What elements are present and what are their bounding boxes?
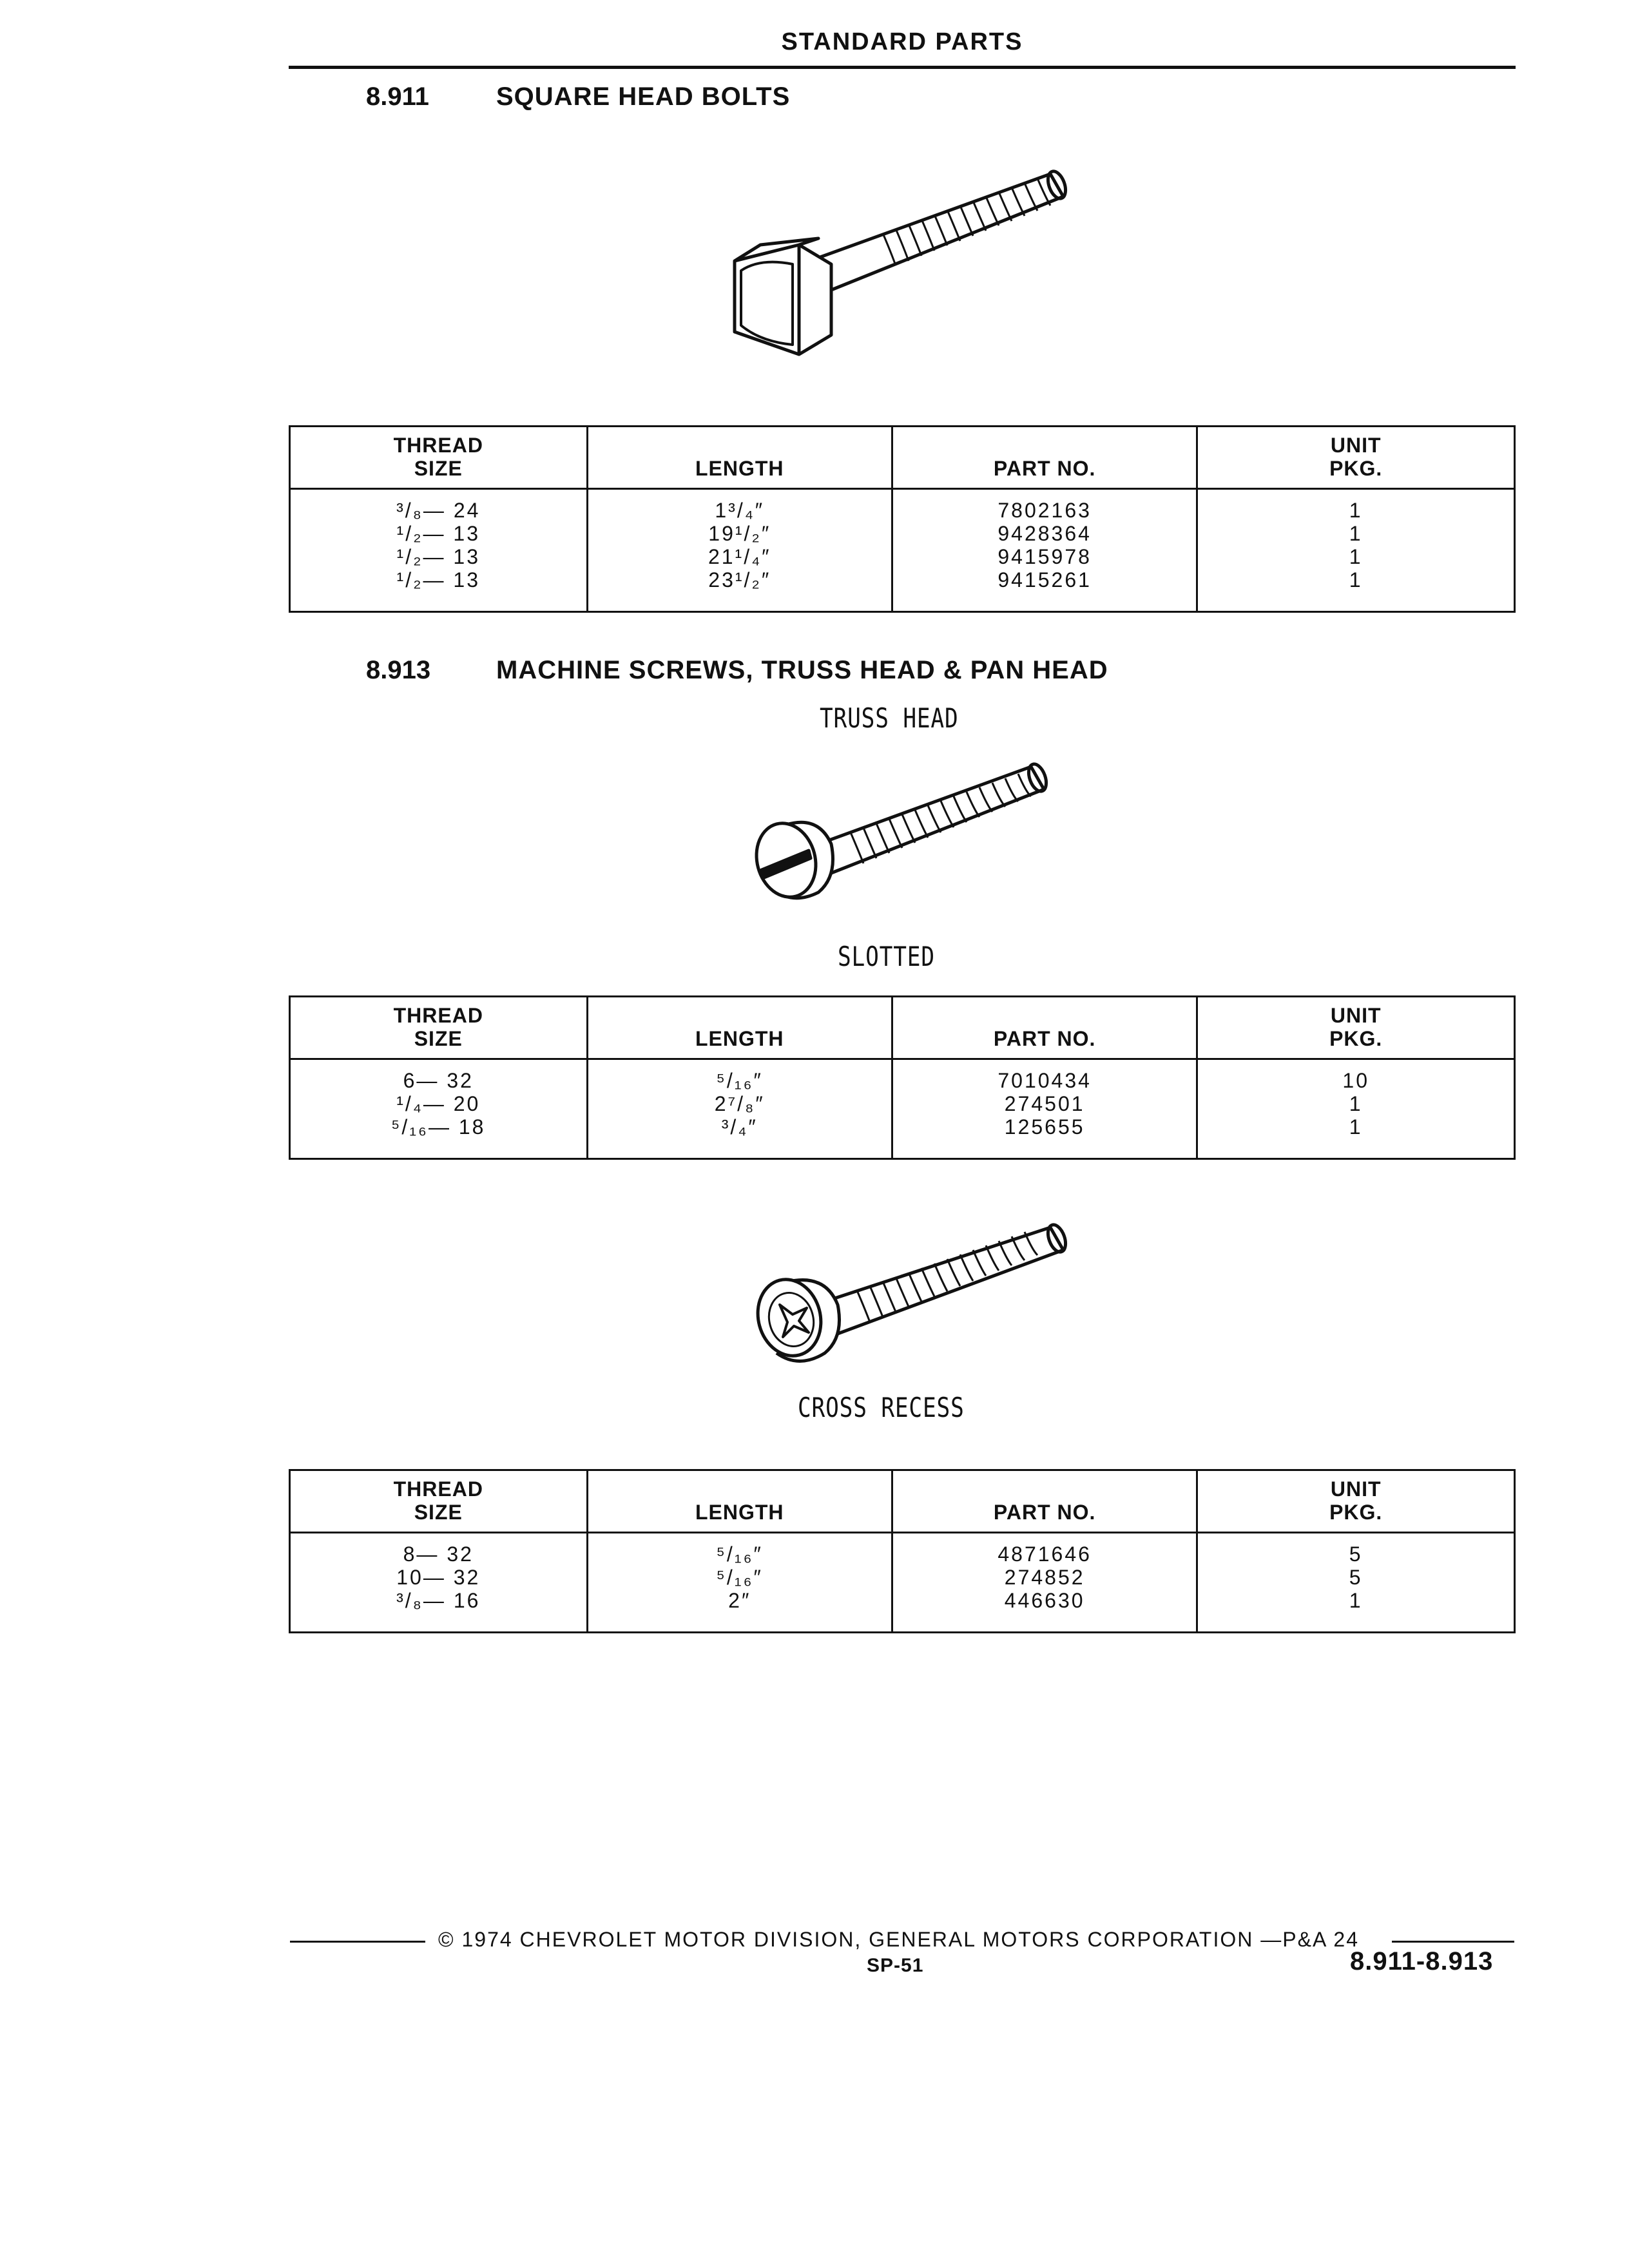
table-row (290, 568, 1515, 591)
square-head-bolt-illustration (722, 161, 1083, 367)
truss-head-caption: TRUSS HEAD (820, 702, 959, 734)
length-cell: 2″ (587, 1589, 892, 1612)
section-title: SQUARE HEAD BOLTS (496, 82, 791, 111)
part-no-cell: 9415978 (892, 545, 1197, 568)
length-cell: ⁵/₁₆″ (587, 1566, 892, 1589)
thread-size-cell: ¹/₂— 13 (290, 522, 588, 545)
part-no-cell: 274501 (892, 1092, 1197, 1115)
cross-recess-caption: CROSS RECESS (798, 1392, 965, 1423)
col-unit-pkg: UNIT PKG. (1197, 997, 1515, 1059)
footer-rule-left (290, 1941, 425, 1943)
length-cell: ⁵/₁₆″ (587, 1533, 892, 1566)
table-header-row (290, 997, 1515, 1059)
col-part-no: PART NO. (892, 1470, 1197, 1533)
section-title: MACHINE SCREWS, TRUSS HEAD & PAN HEAD (496, 656, 1108, 684)
thread-size-cell: ¹/₂— 13 (290, 545, 588, 568)
length-cell: ³/₄″ (587, 1115, 892, 1139)
section-number: 8.913 (366, 656, 431, 684)
table-bottom-row (290, 1612, 1515, 1633)
page-code: SP-51 (867, 1955, 924, 1976)
page-header: STANDARD PARTS (781, 28, 1023, 55)
col-thread-size: THREAD SIZE (290, 1470, 588, 1533)
part-no-cell: 446630 (892, 1589, 1197, 1612)
unit-pkg-cell: 1 (1197, 522, 1515, 545)
part-no-cell: 9428364 (892, 522, 1197, 545)
length-cell: 1³/₄″ (587, 489, 892, 523)
unit-pkg-cell: 1 (1197, 1589, 1515, 1612)
thread-size-cell: 6— 32 (290, 1059, 588, 1093)
col-length: LENGTH (587, 427, 892, 489)
col-part-no: PART NO. (892, 427, 1197, 489)
part-no-cell: 4871646 (892, 1533, 1197, 1566)
section-range: 8.911-8.913 (1350, 1947, 1494, 1975)
part-no-cell: 9415261 (892, 568, 1197, 591)
thread-size-cell: ³/₈— 24 (290, 489, 588, 523)
table-row (290, 1092, 1515, 1115)
header-rule (289, 66, 1516, 69)
slotted-caption: SLOTTED (838, 941, 935, 972)
thread-size-cell: ⁵/₁₆— 18 (290, 1115, 588, 1139)
col-part-no: PART NO. (892, 997, 1197, 1059)
unit-pkg-cell: 5 (1197, 1566, 1515, 1589)
col-length: LENGTH (587, 1470, 892, 1533)
length-cell: 19¹/₂″ (587, 522, 892, 545)
length-cell: 23¹/₂″ (587, 568, 892, 591)
unit-pkg-cell: 1 (1197, 1115, 1515, 1139)
table-row (290, 522, 1515, 545)
col-thread-size: THREAD SIZE (290, 427, 588, 489)
part-no-cell: 7802163 (892, 489, 1197, 523)
thread-size-cell: ³/₈— 16 (290, 1589, 588, 1612)
table-header-row (290, 427, 1515, 489)
col-unit-pkg: UNIT PKG. (1197, 1470, 1515, 1533)
table-row (290, 1589, 1515, 1612)
unit-pkg-cell: 1 (1197, 545, 1515, 568)
thread-size-cell: 8— 32 (290, 1533, 588, 1566)
col-length: LENGTH (587, 997, 892, 1059)
table-row (290, 545, 1515, 568)
unit-pkg-cell: 10 (1197, 1059, 1515, 1093)
cross-recess-screws-table (289, 1469, 1516, 1633)
table-row (290, 1566, 1515, 1589)
col-unit-pkg: UNIT PKG. (1197, 427, 1515, 489)
table-row (290, 489, 1515, 523)
part-no-cell: 7010434 (892, 1059, 1197, 1093)
unit-pkg-cell: 1 (1197, 1092, 1515, 1115)
length-cell: 2⁷/₈″ (587, 1092, 892, 1115)
part-no-cell: 274852 (892, 1566, 1197, 1589)
table-row (290, 1115, 1515, 1139)
cross-recess-screw-illustration (747, 1218, 1083, 1398)
length-cell: ⁵/₁₆″ (587, 1059, 892, 1093)
unit-pkg-cell: 1 (1197, 568, 1515, 591)
table-bottom-row (290, 591, 1515, 612)
thread-size-cell: ¹/₄— 20 (290, 1092, 588, 1115)
slotted-truss-screw-illustration (747, 754, 1057, 928)
copyright-notice: © 1974 CHEVROLET MOTOR DIVISION, GENERAL MOTORS CORPORATION —P&A 24 (438, 1928, 1359, 1951)
table-bottom-row (290, 1139, 1515, 1159)
part-no-cell: 125655 (892, 1115, 1197, 1139)
square-head-bolts-table (289, 425, 1516, 613)
table-row (290, 1533, 1515, 1566)
unit-pkg-cell: 1 (1197, 489, 1515, 523)
footer-rule-right (1392, 1941, 1514, 1943)
thread-size-cell: 10— 32 (290, 1566, 588, 1589)
col-thread-size: THREAD SIZE (290, 997, 588, 1059)
unit-pkg-cell: 5 (1197, 1533, 1515, 1566)
length-cell: 21¹/₄″ (587, 545, 892, 568)
table-header-row (290, 1470, 1515, 1533)
thread-size-cell: ¹/₂— 13 (290, 568, 588, 591)
slotted-screws-table (289, 995, 1516, 1160)
table-row (290, 1059, 1515, 1093)
section-number: 8.911 (366, 82, 429, 111)
